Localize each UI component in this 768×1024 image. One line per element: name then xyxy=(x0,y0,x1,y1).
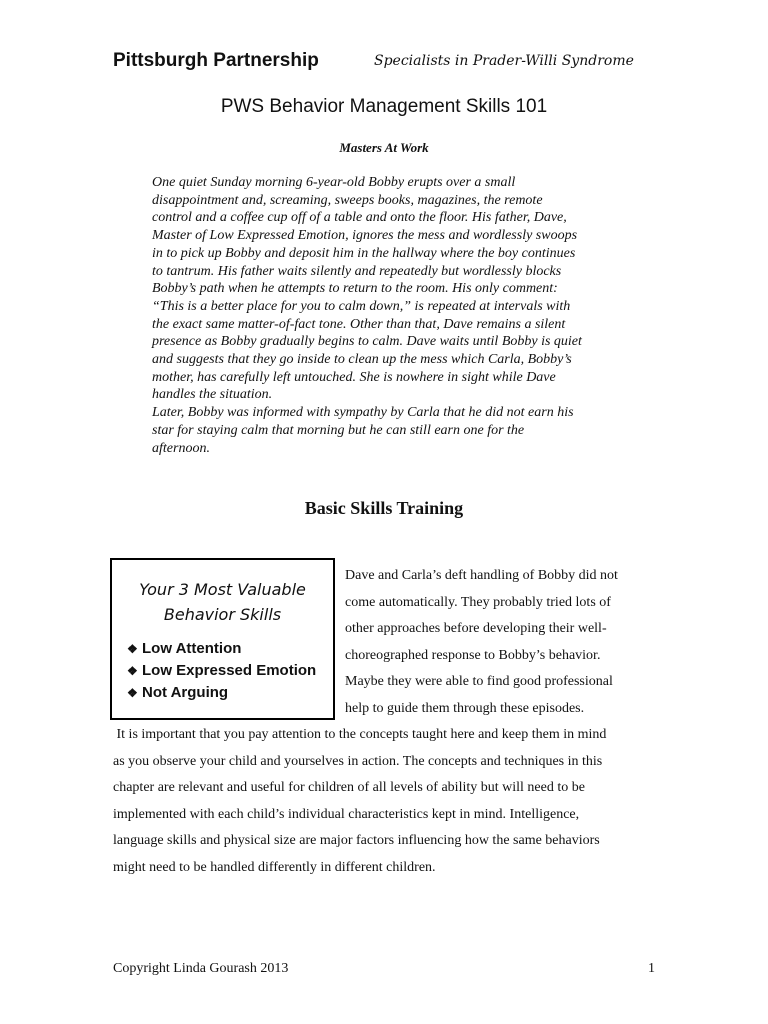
story-line: Bobby’s path when he attempts to return to the room. His only comment: xyxy=(152,281,558,297)
body-paragraph xyxy=(113,722,606,882)
story-line: to tantrum. His father waits silently and repeatedly but wordlessly blocks xyxy=(152,263,562,279)
skills-box-title-line: Your 3 Most Valuable xyxy=(139,580,306,599)
skills-box-title-line: Behavior Skills xyxy=(163,605,282,624)
skills-list xyxy=(127,638,316,704)
organization-tagline: Specialists in Prader-Willi Syndrome xyxy=(374,53,634,69)
section-title: Masters At Work xyxy=(339,140,429,155)
skill-item xyxy=(127,682,316,704)
skill-item-label: Low Expressed Emotion xyxy=(142,662,317,679)
story-line: presence as Bobby gradually begins to calm. Dave waits until Bobby is quiet xyxy=(152,334,582,350)
story-line: control and a coffee cup off of a table and onto the floor. His father, Dave, xyxy=(152,210,567,226)
diamond-bullet-icon: ❖ xyxy=(127,686,138,700)
skill-item-label: Low Attention xyxy=(142,640,242,657)
body-line: chapter are relevant and useful for children of all levels of ability but will need to be xyxy=(113,780,585,796)
side-line: help to guide them through these episodes. xyxy=(345,700,585,716)
story-line: mother, has carefully left untouched. She is nowhere in sight while Dave xyxy=(152,369,556,385)
body-line: implemented with each child’s individual characteristics kept in mind. Intelligence, xyxy=(113,806,580,822)
diamond-bullet-icon: ❖ xyxy=(127,642,138,656)
story-line: Later, Bobby was informed with sympathy by Carla that he did not earn his xyxy=(152,405,574,421)
skill-item-label: Not Arguing xyxy=(142,684,229,701)
story-line: star for staying calm that morning but he can still earn one for the xyxy=(152,422,525,438)
document-title: PWS Behavior Management Skills 101 xyxy=(220,96,548,117)
footer-copyright: Copyright Linda Gourash 2013 xyxy=(113,961,289,976)
skills-callout-box xyxy=(110,558,335,720)
story-line: “This is a better place for you to calm down,” is repeated at intervals with xyxy=(152,298,571,314)
body-line: It is important that you pay attention to the concepts taught here and keep them in mind xyxy=(113,727,607,742)
side-line: Maybe they were able to find good professional xyxy=(345,674,613,690)
story-line: handles the situation. xyxy=(152,387,273,403)
skills-box-title xyxy=(112,577,333,627)
story-line: in to pick up Bobby and deposit him in the hallway where the boy continues xyxy=(152,245,576,261)
basic-skills-heading: Basic Skills Training xyxy=(304,498,464,518)
story-line: and suggests that they go inside to clean up the mess which Carla, Bobby’s xyxy=(152,352,572,368)
skill-item xyxy=(127,660,316,682)
organization-name: Pittsburgh Partnership xyxy=(113,50,319,71)
story-line: One quiet Sunday morning 6-year-old Bobby erupts over a small xyxy=(152,175,516,190)
body-line: language skills and physical size are major factors influencing how the same behaviors xyxy=(113,833,600,849)
story-line: disappointment and, screaming, sweeps books, magazines, the remote xyxy=(152,192,543,208)
page-number: 1 xyxy=(648,961,655,976)
body-line: might need to be handled differently in different children. xyxy=(113,859,436,875)
body-line: as you observe your child and yourselves in action. The concepts and techniques in this xyxy=(113,753,603,769)
story-line: afternoon. xyxy=(152,440,210,456)
story-paragraph xyxy=(152,174,582,457)
diamond-bullet-icon: ❖ xyxy=(127,664,138,678)
side-line: Dave and Carla’s deft handling of Bobby did not xyxy=(345,568,618,583)
side-line: other approaches before developing their well- xyxy=(345,621,607,637)
side-paragraph xyxy=(345,563,618,723)
story-line: Master of Low Expressed Emotion, ignores the mess and wordlessly swoops xyxy=(152,228,578,244)
side-line: choreographed response to Bobby’s behavior. xyxy=(345,647,601,663)
skill-item xyxy=(127,638,316,660)
side-line: come automatically. They probably tried lots of xyxy=(345,594,611,610)
story-line: the exact same matter-of-fact tone. Other than that, Dave remains a silent xyxy=(152,316,566,332)
